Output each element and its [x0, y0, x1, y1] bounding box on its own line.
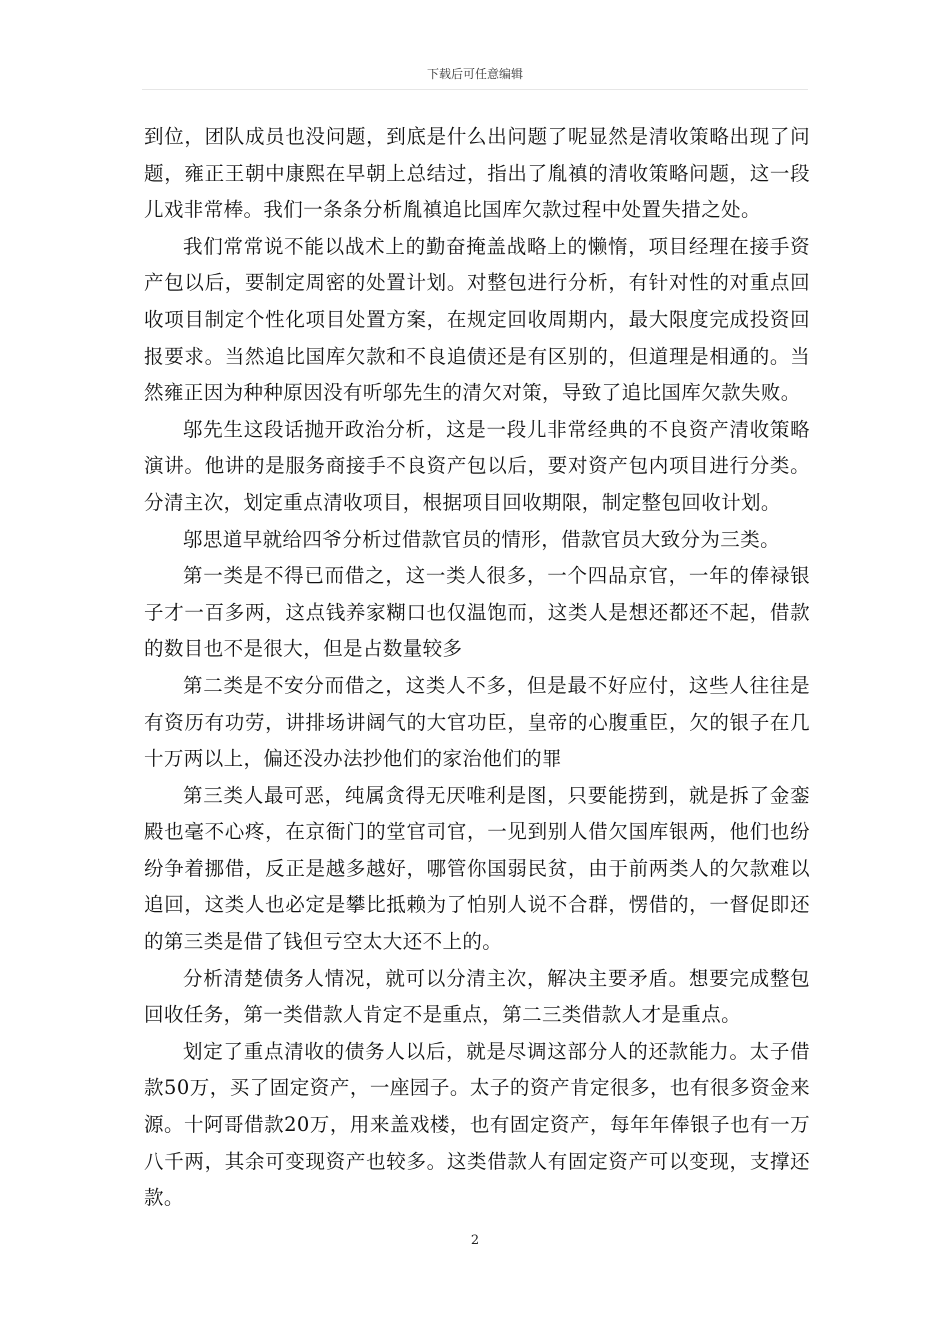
paragraph: 分析清楚债务人情况，就可以分清主次，解决主要矛盾。想要完成整包回收任务，第一类借款人肯定不是重点，第二三类借款人才是重点。	[144, 966, 810, 1027]
paragraph-continuation: 到位，团队成员也没问题，到底是什么出问题了呢显然是清收策略出现了问题，雍正王朝中康熙在早朝上总结过，指出了胤禛的清收策略问题，这一段儿戏非常棒。我们一条条分析胤禛追比国库欠款过程中处置失措之处。	[144, 125, 810, 222]
document-body	[144, 119, 810, 1217]
paragraph: 邬先生这段话抛开政治分析，这是一段儿非常经典的不良资产清收策略演讲。他讲的是服务商接手不良资产包以后，要对资产包内项目进行分类。分清主次，划定重点清收项目，根据项目回收期限，制定整包回收计划。	[144, 417, 810, 514]
paragraph: 划定了重点清收的债务人以后，就是尽调这部分人的还款能力。太子借款50万，买了固定资产，一座园子。太子的资产肯定很多，也有很多资金来源。十阿哥借款20万，用来盖戏楼，也有固定资产，每年年俸银子也有一万八千两，其余可变现资产也较多。这类借款人有固定资产可以变现，支撑还款。	[144, 1039, 810, 1210]
page-header: 下载后可任意编辑	[426, 67, 523, 81]
paragraph: 第二类是不安分而借之，这类人不多，但是最不好应付，这些人往往是有资历有功劳，讲排场讲阔气的大官功臣，皇帝的心腹重臣，欠的银子在几十万两以上，偏还没办法抄他们的家治他们的罪	[144, 673, 810, 771]
page-number: 2	[470, 1233, 480, 1248]
paragraph: 我们常常说不能以战术上的勤奋掩盖战略上的懒惰，项目经理在接手资产包以后，要制定周密的处置计划。对整包进行分析，有针对性的对重点回收项目制定个性化项目处置方案，在规定回收周期内，最大限度完成投资回报要求。当然追比国库欠款和不良追债还是有区别的，但道理是相通的。当然雍正因为种种原因没有听邬先生的清欠对策，导致了追比国库欠款失败。	[144, 234, 810, 405]
paragraph: 第三类人最可恶，纯属贪得无厌唯利是图，只要能捞到，就是拆了金銮殿也毫不心疼，在京衙门的堂官司官，一见到别人借欠国库银两，他们也纷纷争着挪借，反正是越多越好，哪管你国弱民贫，由于前两类人的欠款难以追回，这类人也必定是攀比抵赖为了怕别人说不合群，愣借的，一督促即还的第三类是借了钱但亏空太大还不上的。	[144, 783, 810, 954]
paragraph: 第一类是不得已而借之，这一类人很多，一个四品京官，一年的俸禄银子才一百多两，这点钱养家糊口也仅温饱而，这类人是想还都还不起，借款的数目也不是很大，但是占数量较多	[144, 564, 810, 661]
header-divider	[142, 89, 808, 90]
paragraph: 邬思道早就给四爷分析过借款官员的情形，借款官员大致分为三类。	[183, 527, 781, 551]
